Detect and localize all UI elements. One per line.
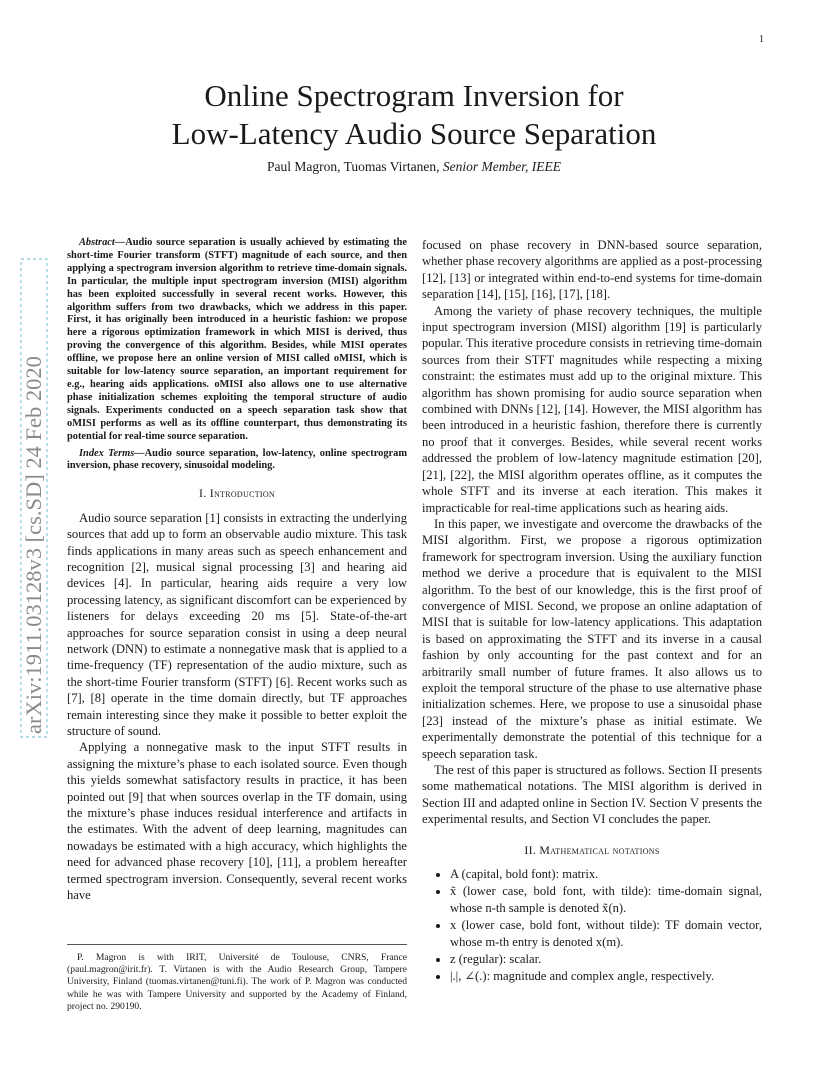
author-role: Senior Member, IEEE [442,159,562,174]
paper-title [90,77,738,153]
title-line-1: Online Spectrogram Inversion for [204,78,624,113]
page-number: 1 [759,34,764,45]
right-paragraph-3: In this paper, we investigate and overcome the drawbacks of the MISI algorithm. First, we propose a rigorous optimization framework for spectrogram inversion. Using the auxiliary function method we derive a procedure that is equivalent to the MISI algorithm. To the best of our knowledge, this is the first proof of convergence of MISI. Second, we propose an online adaptation of MISI that is suitable for low-latency applications. This adaptation is based on approximating the STFT and its inverse in a causal fashion by only accounting for the past context and for an arbitrarily small number of future frames. It also allows us to exploit the temporal structure of the phase to use alternative phase initialization schemes. Here, we propose to use a sinusoidal phase [23] instead of the mixture’s phase as initial estimate. We experimentally demonstrate the potential of this technique for a speech separation task. [422,516,762,761]
index-terms [67,448,407,474]
abstract [67,237,407,444]
title-line-2: Low-Latency Audio Source Separation [171,116,657,151]
right-paragraph-4: The rest of this paper is structured as follows. Section II presents some mathematical notations. The MISI algorithm is derived in Section III and adapted online in Section IV. Section V presents the experimental results, and Section VI concludes the paper. [422,763,762,827]
abstract-lead: Abstract— [79,237,126,248]
footnote [67,944,407,1013]
notation-item: • z (regular): scalar. [450,951,762,967]
arxiv-id: arXiv:1911.03128v3 [cs.SD] 24 Feb 2020 [21,356,46,734]
section-2-title: II. Mathematical notations [524,842,660,857]
left-paragraph-2: Applying a nonnegative mask to the input STFT results in assigning the mixture’s phase to each isolated source. Even though this yields somewhat satisfactory results in practice, it has been pointed out [9] that when sources overlap in the TF domain, using the mixture’s phase induces residual interference and artifacts in the estimates. With the advent of deep learning, magnitudes can nowadays be estimated with a high accuracy, which highlights the need for advanced phase recovery [10], [11], a problem hereafter termed spectrogram inversion. Consequently, several recent works have [67,740,407,903]
index-terms-text: Audio source separation, low-latency, online spectrogram inversion, phase recovery, sinusoidal modeling. [67,447,407,472]
notation-list [422,866,762,985]
arxiv-stamp [20,258,48,738]
right-paragraph-2: Among the variety of phase recovery techniques, the multiple input spectrogram inversion (MISI) algorithm [19] is particularly popular. This iterative procedure consists in retrieving time-domain sources from their STFT magnitudes while respecting a mixing constraint: the estimates must add up to the original mixture. This algorithm has shown promising for audio source separation when combined with DNNs [12], [14]. However, the MISI algorithm has been introduced in a heuristic fashion, therefore there is currently no proof that it converges. Besides, while several recent works addressed the problem of low-latency magnitude estimation [20], [21], [22], the MISI algorithm operates offline, as it computes the whole STFT and its inverse at each iteration. This makes it impracticable for real-time applications such as hearing aids. [422,303,762,515]
index-terms-lead: Index Terms— [79,447,145,459]
notation-item: • x (lower case, bold font, without tilde): TF domain vector, whose m-th entry is denoted x(m). [450,917,762,950]
footnote-text: P. Magron is with IRIT, Université de Toulouse, CNRS, France (paul.magron@irit.fr). T. Virtanen is with the Audio Research Group, Tampere University, Finland (tuomas.virtanen@tuni.fi). The work of P. Magron was conducted while he was with Tampere University and supported by the Academy of Finland, project no. 290190. [67,952,407,1012]
notation-item: • x̃ (lower case, bold font, with tilde): time-domain signal, whose n-th sample is denoted x̃(n). [450,883,762,916]
authors: Paul Magron, Tuomas Virtanen, [266,159,440,174]
left-column [67,237,407,903]
right-column [422,237,762,986]
section-1-title: I. Introduction [198,486,276,501]
right-paragraph-1: focused on phase recovery in DNN-based source separation, whether phase recovery algorithms are applied as a post-processing [12], [13] or integrated within end-to-end systems for time-domain separation [14], [15], [16], [17], [18]. [422,238,762,302]
notation-item: • |.|, ∠(.): magnitude and complex angle, respectively. [450,968,762,984]
left-paragraph-1: Audio source separation [1] consists in extracting the underlying sources that add up to form an observable audio mixture. This task finds applications in many areas such as speech enhancement and recognition [2], musical signal processing [3] and hearing aid devices [4]. In particular, hearing aids require a very low processing latency, as significant discomfort can be experienced by listeners for delays exceeding 20 ms [5]. State-of-the-art approaches for source separation consist in using a deep neural network (DNN) to estimate a nonnegative mask that is applied to a time-frequency (TF) representation of the audio mixture, such as the short-time Fourier transform (STFT) [6]. Recent works such as [7], [8] operate in the time domain directly, but TF approaches remain interesting since they make it possible to better exploit the structure of sound. [67,510,407,738]
notation-item: • A (capital, bold font): matrix. [450,866,762,882]
author-line [90,159,738,175]
abstract-text: Audio source separation is usually achieved by estimating the short-time Fourier transform (STFT) magnitude of each source, and then applying a spectrogram inversion algorithm to retrieve time-domain signals. In particular, the multiple input spectrogram inversion (MISI) algorithm has been exploited successfully in several recent works. However, this algorithm suffers from two drawbacks, which we address in this paper. First, it has originally been introduced in a heuristic fashion: we propose here a rigorous optimization framework in which MISI is derived, thus proving the convergence of this algorithm. Besides, while MISI operates offline, we propose here an online version of MISI called oMISI, which is suitable for low-latency source separation, an important requirement for e.g., hearing aids applications. oMISI also allows one to use alternative phase initialization schemes exploiting the temporal structure of audio signals. Experiments conducted on a speech separation task show that oMISI performs as well as its offline counterpart, thus demonstrating its potential for real-time source separation. [67,237,407,442]
